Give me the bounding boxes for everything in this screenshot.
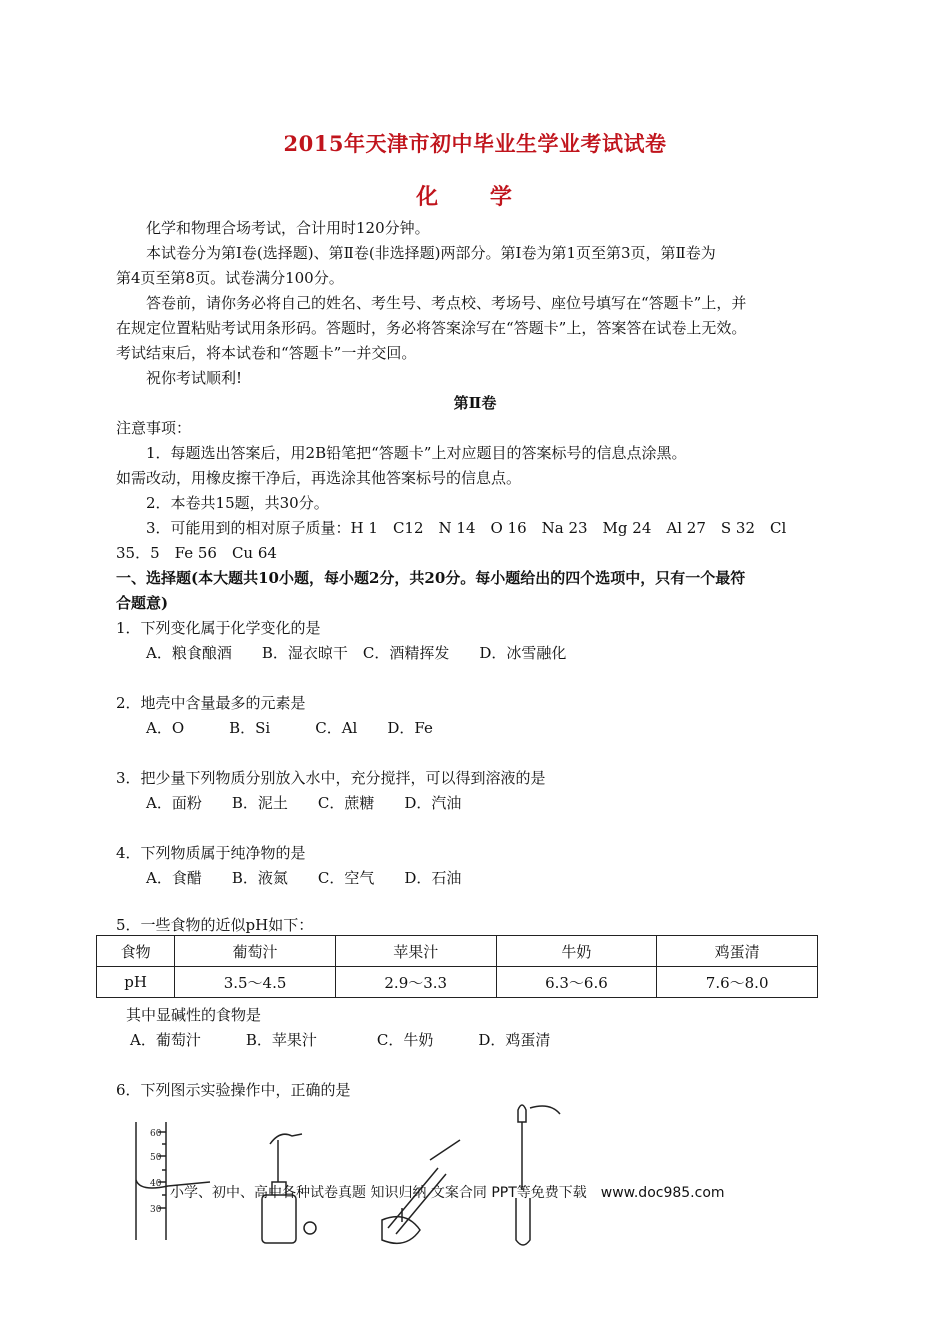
cylinder-tick-label: 60 (150, 1129, 162, 1139)
note-line: 35．5 Fe 56 Cu 64 (116, 544, 277, 562)
table-cell: 6.3～6.6 (496, 967, 657, 998)
table-cell: 2.9～3.3 (335, 967, 496, 998)
intro-line: 化学和物理合场考试，合计用时120分钟。 (146, 219, 430, 237)
subject-title: 化 学 (416, 184, 534, 210)
table-header-cell: 鸡蛋清 (657, 936, 818, 967)
question-stem: 4．下列物质属于纯净物的是 (116, 844, 306, 862)
note-line: 1．每题选出答案后，用2B铅笔把“答题卡”上对应题目的答案标号的信息点涂黑。 (146, 444, 687, 462)
note-line: 如需改动，用橡皮擦干净后，再选涂其他答案标号的信息点。 (116, 469, 522, 487)
table-row (97, 936, 818, 967)
cylinder-tick-label: 40 (150, 1179, 162, 1189)
question-followup: 其中显碱性的食物是 (126, 1006, 262, 1024)
part-heading: 合题意) (116, 594, 169, 612)
notes-heading: 注意事项： (116, 419, 192, 437)
exam-title: 2015年天津市初中毕业生学业考试试卷 (283, 131, 667, 156)
graduated-cylinder-illustration (136, 1122, 210, 1240)
intro-line: 答卷前，请你务必将自己的姓名、考生号、考点校、考场号、座位号填写在“答题卡”上，并 (146, 294, 747, 312)
intro-line: 祝你考试顺利! (146, 369, 243, 387)
footer-watermark: 小学、初中、高中各种试卷真题 知识归纳 文案合同 PPT等免费下载 www.doc985.com (170, 1185, 725, 1201)
question-options: A．O B．Si C．Al D．Fe (146, 719, 433, 737)
cylinder-tick-label: 50 (150, 1153, 162, 1163)
question-stem: 6．下列图示实验操作中，正确的是 (116, 1081, 351, 1099)
ph-table (96, 935, 818, 998)
table-header-cell: 牛奶 (496, 936, 657, 967)
intro-line: 考试结束后，将本试卷和“答题卡”一并交回。 (116, 344, 417, 362)
question-stem: 5．一些食物的近似pH如下： (116, 916, 314, 934)
experiment-figure (120, 1100, 820, 1250)
question-options: A．食醋 B．液氮 C．空气 D．石油 (146, 869, 462, 887)
table-cell: 7.6～8.0 (657, 967, 818, 998)
table-header-cell: 苹果汁 (335, 936, 496, 967)
table-cell: pH (97, 967, 175, 998)
note-line: 2．本卷共15题，共30分。 (146, 494, 329, 512)
table-cell: 3.5～4.5 (175, 967, 336, 998)
note-line: 3．可能用到的相对原子质量：H 1 C12 N 14 O 16 Na 23 Mg 24 Al 27 S 32 Cl (146, 519, 787, 537)
table-row (97, 967, 818, 998)
intro-line: 第4页至第8页。试卷满分100分。 (116, 269, 344, 287)
table-header-cell: 葡萄汁 (175, 936, 336, 967)
question-options: A．粮食酿酒 B．湿衣晾干 C．酒精挥发 D．冰雪融化 (146, 644, 567, 662)
cylinder-tick-label: 30 (150, 1205, 162, 1215)
question-stem: 2．地壳中含量最多的元素是 (116, 694, 306, 712)
question-options: A．面粉 B．泥土 C．蔗糖 D．汽油 (146, 794, 462, 812)
section-title: 第Ⅱ卷 (453, 394, 497, 412)
question-stem: 1．下列变化属于化学变化的是 (116, 619, 321, 637)
part-heading: 一、选择题(本大题共10小题，每小题2分，共20分。每小题给出的四个选项中，只有一个最符 (116, 569, 746, 587)
question-options: A．葡萄汁 B．苹果汁 C．牛奶 D．鸡蛋清 (130, 1031, 551, 1049)
table-header-cell: 食物 (97, 936, 175, 967)
question-stem: 3．把少量下列物质分别放入水中，充分搅拌，可以得到溶液的是 (116, 769, 546, 787)
intro-line: 在规定位置粘贴考试用条形码。答题时，务必将答案涂写在“答题卡”上，答案答在试卷上无效。 (116, 319, 747, 337)
dropper-test-tube-illustration (516, 1105, 560, 1245)
intro-line: 本试卷分为第Ⅰ卷(选择题)、第Ⅱ卷(非选择题)两部分。第Ⅰ卷为第1页至第3页，第Ⅱ卷为 (146, 244, 716, 262)
